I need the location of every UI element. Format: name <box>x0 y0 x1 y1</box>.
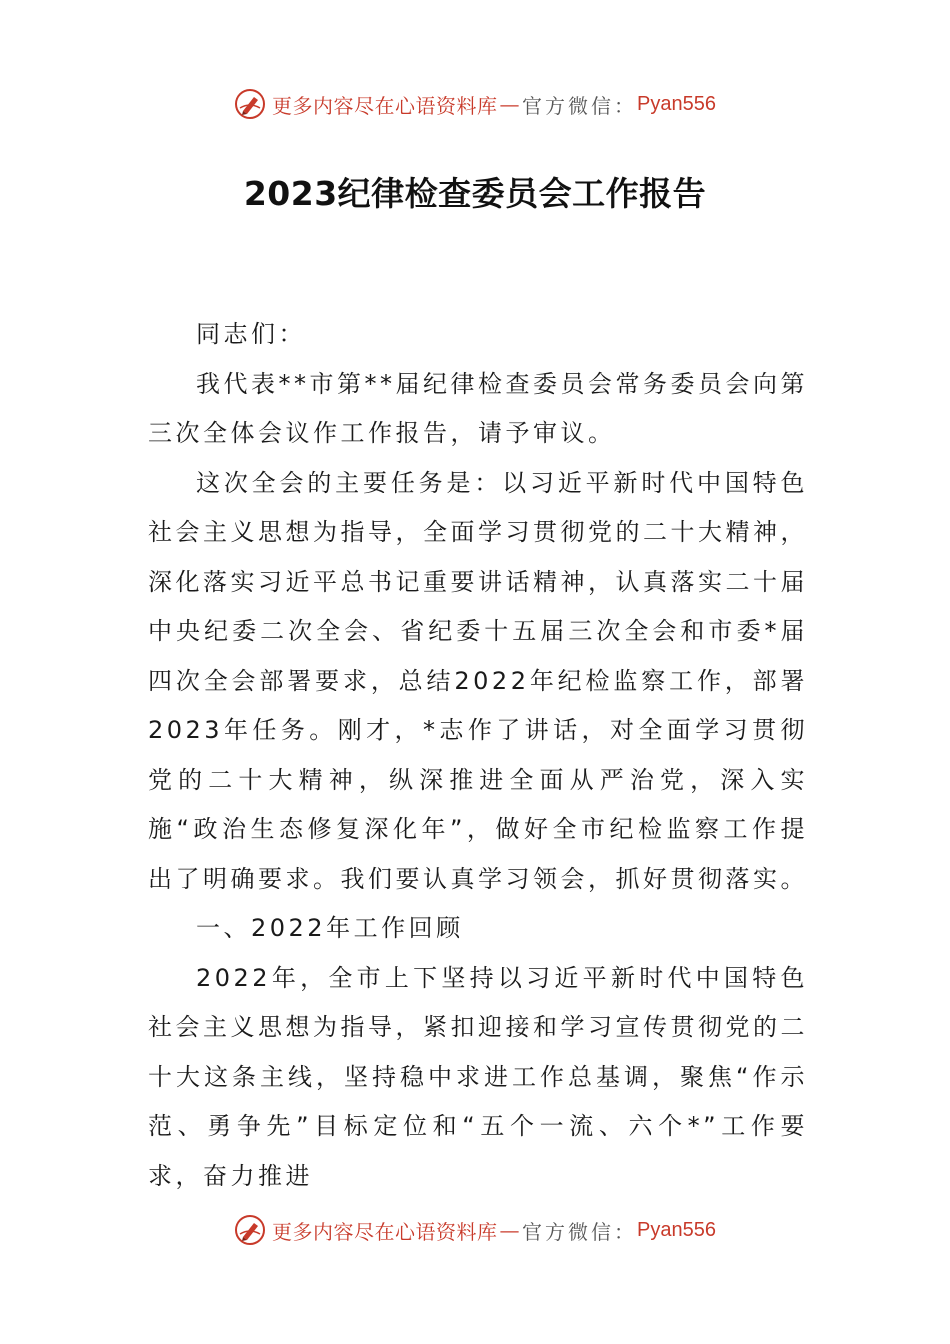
document-title: 2023纪律检查委员会工作报告 <box>243 174 707 213</box>
header-watermark <box>0 84 950 124</box>
footer-watermark <box>0 1210 950 1250</box>
watermark-weixin-label: 官方微信： <box>522 93 638 118</box>
greeting: 同志们： <box>196 320 306 348</box>
watermark-weixin-id: Pyan556 <box>637 92 716 115</box>
document-body <box>148 310 808 1201</box>
watermark-dash: — <box>499 1218 521 1242</box>
watermark-weixin-label: 官方微信： <box>522 1219 638 1244</box>
paragraph: 2022年，全市上下坚持以习近平新时代中国特色社会主义思想为指导，紧扣迎接和学习宣传贯彻党的二十大这条主线，坚持稳中求进工作总基调，聚焦“作示范、勇争先”目标定位和“五个一流、六个*”工作要求，奋力推进 <box>148 963 808 1190</box>
watermark-dash: — <box>499 92 521 116</box>
pen-logo-icon <box>234 1214 266 1246</box>
pen-logo-icon <box>234 88 266 120</box>
watermark-site-text: 更多内容尽在心语资料库 <box>272 1219 498 1244</box>
watermark-weixin-id: Pyan556 <box>637 1218 716 1241</box>
section-heading: 一、2022年工作回顾 <box>196 914 464 942</box>
paragraph: 我代表**市第**届纪律检查委员会常务委员会向第三次全体会议作工作报告，请予审议。 <box>148 369 808 447</box>
paragraph: 这次全会的主要任务是：以习近平新时代中国特色社会主义思想为指导，全面学习贯彻党的二十大精神，深化落实习近平总书记重要讲话精神，认真落实二十届中央纪委二次全会、省纪委十五届三次全会和市委*届四次全会部署要求，总结2022年纪检监察工作，部署2023年任务。刚才，*志作了讲话，对全面学习贯彻党的二十大精神，纵深推进全面从严治党，深入实施“政治生态修复深化年”，做好全市纪检监察工作提出了明确要求。我们要认真学习领会，抓好贯彻落实。 <box>148 468 808 893</box>
watermark-site-text: 更多内容尽在心语资料库 <box>272 93 498 118</box>
